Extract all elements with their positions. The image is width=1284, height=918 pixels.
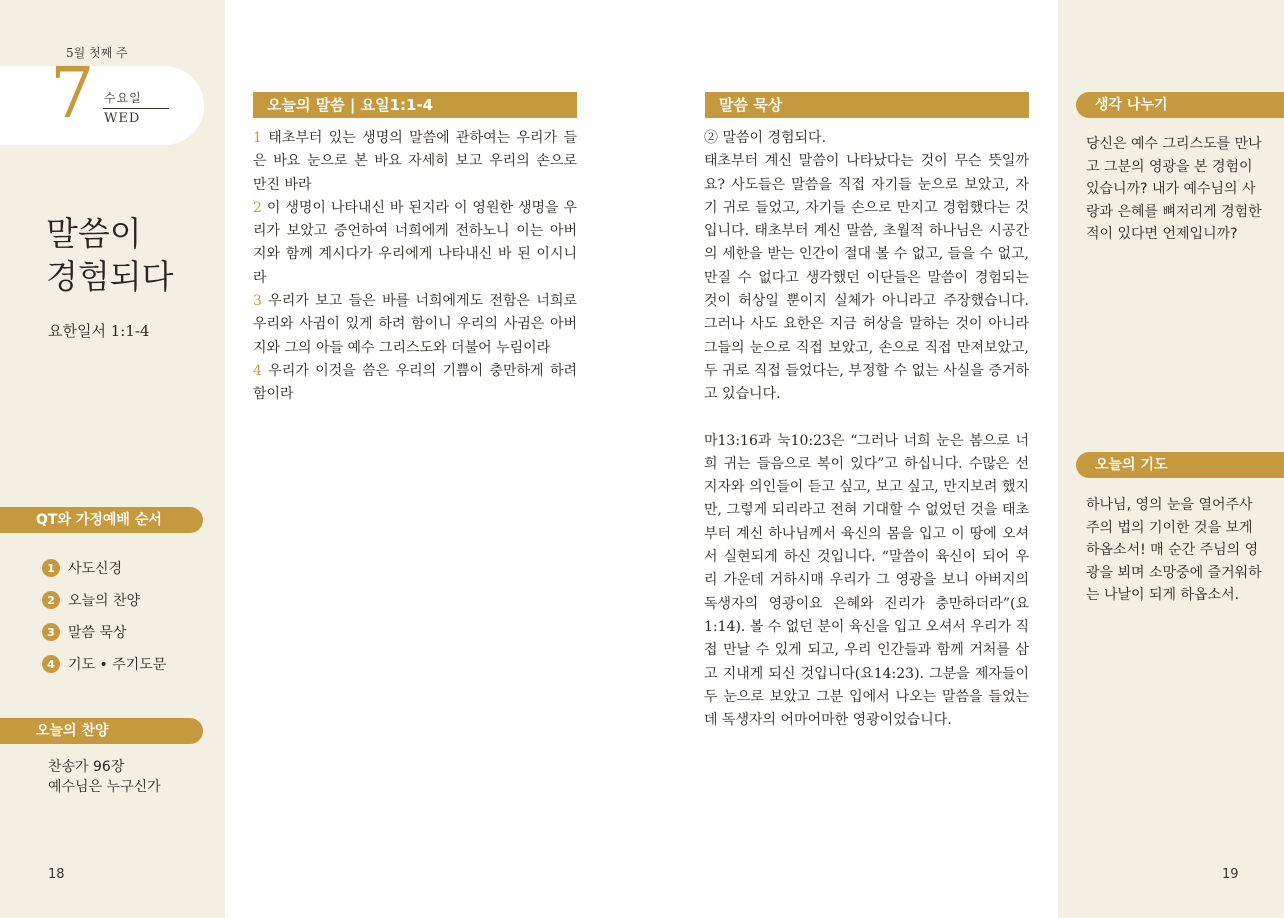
- list-item: [42, 648, 166, 680]
- day-number: 7: [50, 52, 95, 134]
- verse-number: 3: [253, 293, 262, 310]
- sharing-heading: 생각 나누기: [1076, 92, 1284, 118]
- number-badge: 3: [42, 623, 60, 641]
- week-label: 5월 첫째 주: [66, 46, 128, 60]
- hymn-title: 예수님은 누구신가: [48, 779, 161, 795]
- order-list: [42, 552, 166, 680]
- order-label: 말씀 묵상: [68, 625, 127, 641]
- left-sidebar: [0, 0, 225, 918]
- number-badge: 2: [42, 591, 60, 609]
- devotion-title: [46, 212, 174, 298]
- prayer-text: 하나님, 영의 눈을 열어주사 주의 법의 기이한 것을 보게 하옵소서! 매 순간 주님의 영광을 뵈며 소망중에 즐거워하는 나날이 되게 하옵소서.: [1086, 497, 1262, 604]
- verse-number: 4: [253, 362, 262, 379]
- meditation-heading: 말씀 묵상: [705, 92, 1029, 118]
- list-item: [42, 584, 166, 616]
- title-line-1: 말씀이: [46, 214, 142, 253]
- order-heading: QT와 가정예배 순서: [0, 507, 203, 533]
- day-english: WED: [104, 111, 141, 126]
- page-number-right: 19: [1222, 867, 1239, 882]
- verse-number: 1: [253, 130, 262, 146]
- number-badge: 4: [42, 655, 60, 673]
- hymn-number: 찬송가 96장: [48, 759, 125, 775]
- meditation-paragraph-1: 태초부터 계신 말씀이 나타났다는 것이 무슨 뜻일까요? 사도들은 말씀을 직접 자기들 눈으로 보았고, 자기 귀로 들었고, 자기들 손으로 만지고 경험했다는 것입니다. 태초부터 계신 말씀, 초월적 하나님은 시공간의 세한을 받는 인간이 절대 볼 수 없고, 들을 수 없고, 만질 수 없다고 생각했던 이단들은 말씀이 경험되는 것이 허상일 뿐이지 실체가 아니라고 주장했습니다. 그러나 사도 요한은 지금 허상을 말하는 것이 아니라 그들의 눈으로 직접 보았고, 손으로 직접 만져보았고, 두 귀로 직접 들었다는, 부정할 수 없는 사실을 증거하고 있습니다.: [704, 153, 1029, 403]
- hymn-info: [48, 757, 161, 797]
- list-item: [42, 616, 166, 648]
- meditation-paragraph-2: 마13:16과 눅10:23은 “그러나 너희 눈은 봄으로 너희 귀는 들음으로 복이 있다”고 하십니다. 수많은 선지자와 의인들이 듣고 싶고, 보고 싶고, 만지보려 했지만, 그렇게 되리라고 전혀 기대할 수 없었던 것을 태초부터 계신 하나님께서 육신의 몸을 입고 이 땅에 오셔서 실현되게 하신 것입니다. “말씀이 육신이 되어 우리 가운데 거하시매 우리가 그 영광을 보니 아버지의 독생자의 영광이요 은혜와 진리가 충만하더라”(요1:14). 볼 수 없던 분이 육신을 입고 오셔서 우리가 직접 만날 수 있게 되고, 우리 인간들과 함께 거처를 삼고 지내게 되신 것입니다(요14:23). 그분을 제자들이 두 눈으로 보았고 그분 입에서 나오는 말씀을 들었는데 독생자의 어마어마한 영광이었습니다.: [704, 432, 1029, 729]
- paragraph-gap: [704, 407, 1029, 430]
- hymn-heading: 오늘의 찬양: [0, 718, 203, 744]
- title-line-2: 경험되다: [46, 257, 174, 296]
- number-badge: 1: [42, 559, 60, 577]
- day-divider: [103, 108, 169, 109]
- verse-number: 2: [253, 199, 262, 216]
- page-number-left: 18: [48, 867, 65, 882]
- meditation-body: [704, 127, 1029, 732]
- order-label: 오늘의 찬양: [68, 593, 141, 609]
- day-korean: 수요일: [104, 91, 142, 105]
- scripture-verses: [253, 127, 577, 407]
- order-label: 기도 • 주기도문: [68, 657, 167, 673]
- prayer-heading: 오늘의 기도: [1076, 452, 1284, 478]
- date-pill: [0, 66, 204, 145]
- scripture-reference: 요한일서 1:1-4: [48, 322, 150, 340]
- verse-text: 이 생명이 나타내신 바 된지라 이 영원한 생명을 우리가 보았고 증언하여 너희에게 전하노니 이는 아버지와 함께 계시다가 우리에게 나타내신 바 된 이시니라: [253, 199, 577, 286]
- verse-text: 우리가 보고 들은 바를 너희에게도 전함은 너희로 우리와 사귐이 있게 하려 함이니 우리의 사귐은 아버지와 그의 아들 예수 그리스도와 더불어 누림이라: [253, 293, 577, 356]
- order-label: 사도신경: [68, 561, 123, 577]
- todays-word-heading: 오늘의 말씀 | 요일1:1-4: [253, 92, 577, 118]
- list-item: [42, 552, 166, 584]
- verse-text: 태초부터 있는 생명의 말씀에 관하여는 우리가 들은 바요 눈으로 본 바요 자세히 보고 우리의 손으로 만진 바라: [253, 130, 577, 193]
- meditation-subtitle: ② 말씀이 경험되다.: [704, 130, 827, 146]
- verse-text: 우리가 이것을 씀은 우리의 기쁨이 충만하게 하려 함이라: [253, 362, 577, 403]
- sharing-text: 당신은 예수 그리스도를 만나고 그분의 영광을 본 경험이 있습니까? 내가 예수님의 사랑과 은혜를 뼈저리게 경험한 적이 있다면 언제입니까?: [1086, 136, 1262, 243]
